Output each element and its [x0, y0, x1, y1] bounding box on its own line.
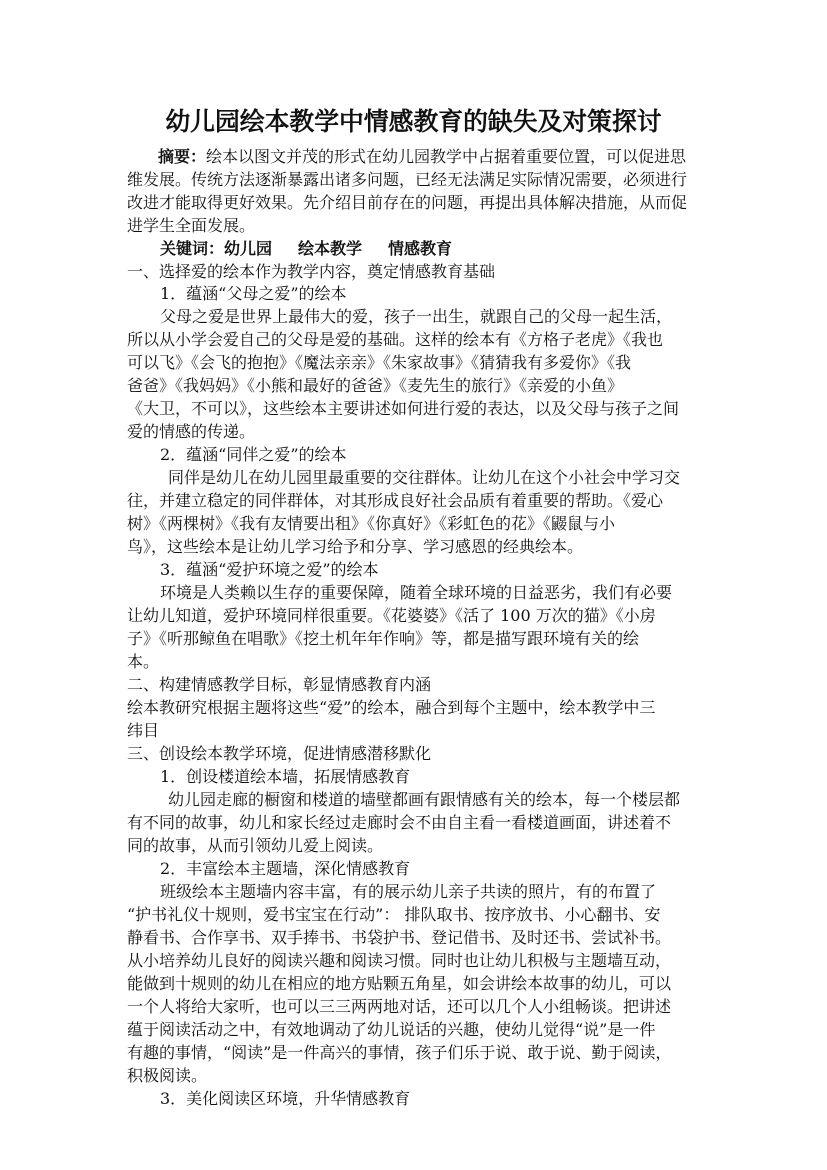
keyword: 情感教育	[388, 239, 453, 258]
body-line: 父母之爱是世界上最伟大的爱，孩子一出生，就跟自己的父母一起生活，	[160, 307, 673, 326]
body-line: 鸟》，这些绘本是让幼儿学习给予和分享、学习感恩的经典绘本。	[127, 537, 584, 556]
body-line: 子》《听那鲸鱼在唱歌》《挖土机年年作响》等，都是描写跟环境有关的绘	[127, 629, 640, 648]
body-line: 树》《两棵树》《我有友情要出租》《你真好》《彩虹色的花》《鼹鼠与小	[127, 514, 616, 533]
body-line: 有趣的事情，“阅读”是一件高兴的事情，孩子们乐于说、敢于说、勤于阅读，	[127, 1043, 672, 1062]
abstract-line: 维发展。传统方法逐渐暴露出诸多问题，已经无法满足实际情况需要，必须进行	[127, 170, 688, 189]
abstract-line: 进学生全面发展。	[127, 216, 256, 235]
subsection-heading: 2．丰富绘本主题墙，深化情感教育	[160, 859, 411, 878]
subsection-heading: 1．创设楼道绘本墙，拓展情感教育	[160, 767, 411, 786]
section-heading: 一、选择爱的绘本作为教学内容，奠定情感教育基础	[127, 262, 496, 281]
body-line: 爱的情感的传递。	[127, 422, 256, 441]
body-line: 让幼儿知道，爱护环境同样很重要。《花婆婆》《活了 100 万次的猫》《小房	[127, 606, 656, 625]
body-line: 绘本教研究根据主题将这些“爱”的绘本，融合到每个主题中，绘本教学中三	[127, 698, 656, 717]
body-line: 环境是人类赖以生存的重要保障，随着全球环境的日益恶劣，我们有必要	[160, 583, 673, 602]
section-heading: 二、构建情感教学目标，彰显情感教育内涵	[127, 675, 432, 694]
abstract-line: 改进才能取得更好效果。先介绍目前存在的问题，再提出具体解决措施，从而促	[127, 193, 688, 212]
body-line: 《大卫，不可以》，这些绘本主要讲述如何进行爱的表达，以及父母与孩子之间	[127, 399, 680, 418]
body-line: 爸爸》《我妈妈》《小熊和最好的爸爸》《麦先生的旅行》《亲爱的小鱼》	[127, 376, 624, 395]
body-line: 从小培养幼儿良好的阅读兴趣和阅读习惯。同时也让幼儿积极与主题墙互动，	[127, 951, 672, 970]
body-line: 往，并建立稳定的同伴群体，对其形成良好社会品质有着重要的帮助。《爱心	[127, 491, 664, 510]
document-title: 幼儿园绘本教学中情感教育的缺失及对策探讨	[165, 107, 662, 136]
body-line: 一个人将给大家听，也可以三三两两地对话，还可以几个人小组畅谈。把讲述	[127, 997, 672, 1016]
keywords-label: 关键词：	[160, 239, 225, 258]
body-line: “护书礼仪十规则，爱书宝宝在行动”： 排队取书、按序放书、小心翻书、安	[127, 905, 661, 924]
subsection-heading: 2．蕴涵“同伴之爱”的绘本	[160, 445, 347, 464]
body-line: 同的故事，从而引领幼儿爱上阅读。	[127, 836, 384, 855]
abstract-line	[158, 146, 686, 168]
body-line: 纬目	[127, 721, 160, 740]
body-line: 静看书、合作享书、双手捧书、书袋护书、登记借书、及时还书、尝试补书。	[127, 928, 672, 947]
section-heading: 三、创设绘本教学环境，促进情感潜移默化	[127, 744, 432, 763]
abstract-label: 摘要：	[158, 147, 207, 166]
body-line: 积极阅读。	[127, 1066, 208, 1085]
body-line: 同伴是幼儿在幼儿园里最重要的交往群体。让幼儿在这个小社会中学习交	[168, 468, 681, 487]
body-line: 幼儿园走廊的橱窗和楼道的墙壁都画有跟情感有关的绘本，每一个楼层都	[168, 790, 681, 809]
keyword: 幼儿园	[224, 239, 273, 258]
subsection-heading: 3．美化阅读区环境，升华情感教育	[160, 1089, 411, 1108]
body-line: 班级绘本主题墙内容丰富，有的展示幼儿亲子共读的照片，有的布置了	[160, 882, 657, 901]
body-line: 可以飞》《会飞的抱抱》《魔法亲亲》《朱家故事》《猜猜我有多爱你》《我	[127, 353, 632, 372]
abstract-text: 绘本以图文并茂的形式在幼儿园教学中占据着重要位置，可以促进思	[206, 147, 687, 166]
body-line: 有不同的故事，幼儿和家长经过走廊时会不由自主看一看楼道画面，讲述着不	[127, 813, 672, 832]
body-line: 所以从小学会爱自己的父母是爱的基础。这样的绘本有《方格子老虎》《我也	[127, 330, 664, 349]
keywords-line	[160, 238, 452, 260]
subsection-heading: 1．蕴涵“父母之爱”的绘本	[160, 284, 347, 303]
body-line: 蕴于阅读活动之中，有效地调动了幼儿说话的兴趣，使幼儿觉得“说”是一件	[127, 1020, 656, 1039]
keyword: 绘本教学	[298, 239, 363, 258]
body-line: 本。	[127, 652, 160, 671]
subsection-heading: 3．蕴涵“爱护环境之爱”的绘本	[160, 560, 379, 579]
body-line: 能做到十规则的幼儿在相应的地方贴颗五角星，如会讲绘本故事的幼儿，可以	[127, 974, 672, 993]
